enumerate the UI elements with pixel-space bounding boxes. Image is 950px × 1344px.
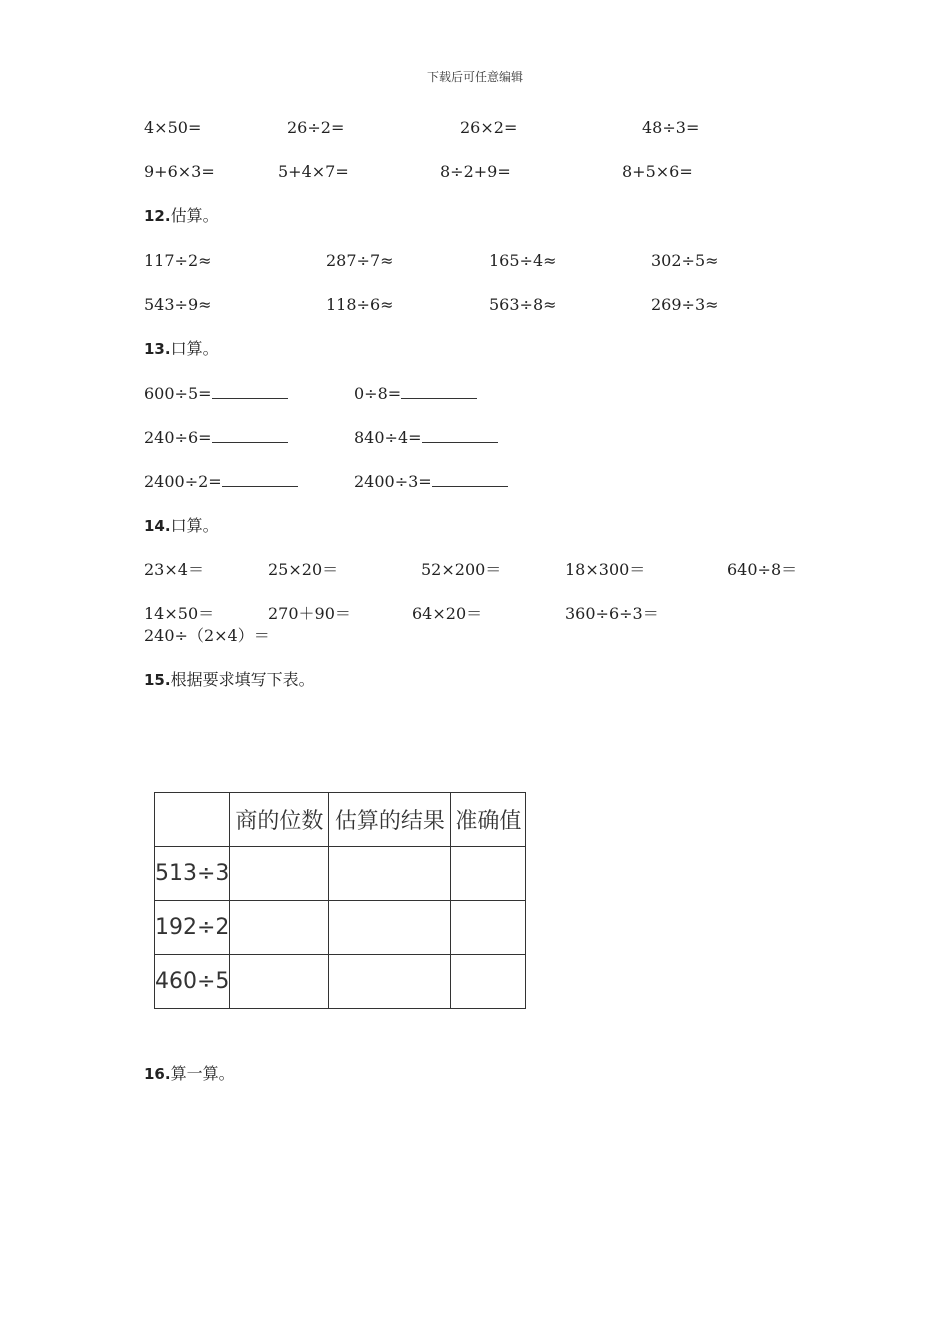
question-13-title: 13.口算。 xyxy=(144,339,219,358)
answer-cell[interactable] xyxy=(329,901,451,955)
table-row-label: 513÷3 xyxy=(155,847,230,901)
answer-cell[interactable] xyxy=(451,847,526,901)
table-header-cell: 商的位数 xyxy=(230,793,329,847)
table-header-cell: 估算的结果 xyxy=(329,793,451,847)
answer-cell[interactable] xyxy=(329,955,451,1009)
expr: 14×50＝ xyxy=(144,604,215,623)
expr: 563÷8≈ xyxy=(489,295,557,314)
table-header-cell xyxy=(155,793,230,847)
expr: 118÷6≈ xyxy=(326,295,394,314)
answer-blank[interactable] xyxy=(222,472,298,487)
expr: 25×20＝ xyxy=(268,560,339,579)
expr: 48÷3= xyxy=(642,118,700,137)
page-header: 下载后可任意编辑 xyxy=(426,70,523,84)
answer-cell[interactable] xyxy=(230,955,329,1009)
expr: 23×4＝ xyxy=(144,560,204,579)
table-row xyxy=(155,847,526,901)
answer-item[interactable]: 2400÷2= xyxy=(144,472,298,492)
expr: 117÷2≈ xyxy=(144,251,212,270)
answer-item[interactable]: 0÷8= xyxy=(354,384,477,404)
expr: 360÷6÷3＝ xyxy=(565,604,659,623)
answer-item[interactable]: 240÷6= xyxy=(144,428,288,448)
expr: 18×300＝ xyxy=(565,560,646,579)
answer-blank[interactable] xyxy=(212,428,288,443)
table-row xyxy=(155,955,526,1009)
expr: 26×2= xyxy=(460,118,518,137)
expr: 287÷7≈ xyxy=(326,251,394,270)
answer-cell[interactable] xyxy=(329,847,451,901)
table-header-cell: 准确值 xyxy=(451,793,526,847)
expr: 52×200＝ xyxy=(421,560,502,579)
answer-blank[interactable] xyxy=(422,428,498,443)
answer-item[interactable]: 840÷4= xyxy=(354,428,498,448)
expr: 269÷3≈ xyxy=(651,295,719,314)
expr: 165÷4≈ xyxy=(489,251,557,270)
question-15-title: 15.根据要求填写下表。 xyxy=(144,670,315,689)
expr: 240÷（2×4）＝ xyxy=(144,626,270,645)
question-12-title: 12.估算。 xyxy=(144,206,219,225)
expr: 5+4×7= xyxy=(278,162,349,181)
table-row-label: 192÷2 xyxy=(155,901,230,955)
expr: 4×50= xyxy=(144,118,202,137)
answer-cell[interactable] xyxy=(230,901,329,955)
expr: 640÷8＝ xyxy=(727,560,798,579)
answer-cell[interactable] xyxy=(451,955,526,1009)
expr: 26÷2= xyxy=(287,118,345,137)
expr: 8+5×6= xyxy=(622,162,693,181)
answer-blank[interactable] xyxy=(432,472,508,487)
expr: 64×20＝ xyxy=(412,604,483,623)
answer-item[interactable]: 2400÷3= xyxy=(354,472,508,492)
expr: 270＋90＝ xyxy=(268,604,351,623)
question-16-title: 16.算一算。 xyxy=(144,1064,235,1083)
expr: 8÷2+9= xyxy=(440,162,511,181)
expr: 302÷5≈ xyxy=(651,251,719,270)
expr: 9+6×3= xyxy=(144,162,215,181)
question-14-title: 14.口算。 xyxy=(144,516,219,535)
answer-cell[interactable] xyxy=(451,901,526,955)
answer-cell[interactable] xyxy=(230,847,329,901)
table-row xyxy=(155,901,526,955)
expr: 543÷9≈ xyxy=(144,295,212,314)
table-row-label: 460÷5 xyxy=(155,955,230,1009)
answer-table xyxy=(154,792,526,1009)
answer-item[interactable]: 600÷5= xyxy=(144,384,288,404)
table-header-row xyxy=(155,793,526,847)
answer-blank[interactable] xyxy=(212,384,288,399)
answer-blank[interactable] xyxy=(401,384,477,399)
